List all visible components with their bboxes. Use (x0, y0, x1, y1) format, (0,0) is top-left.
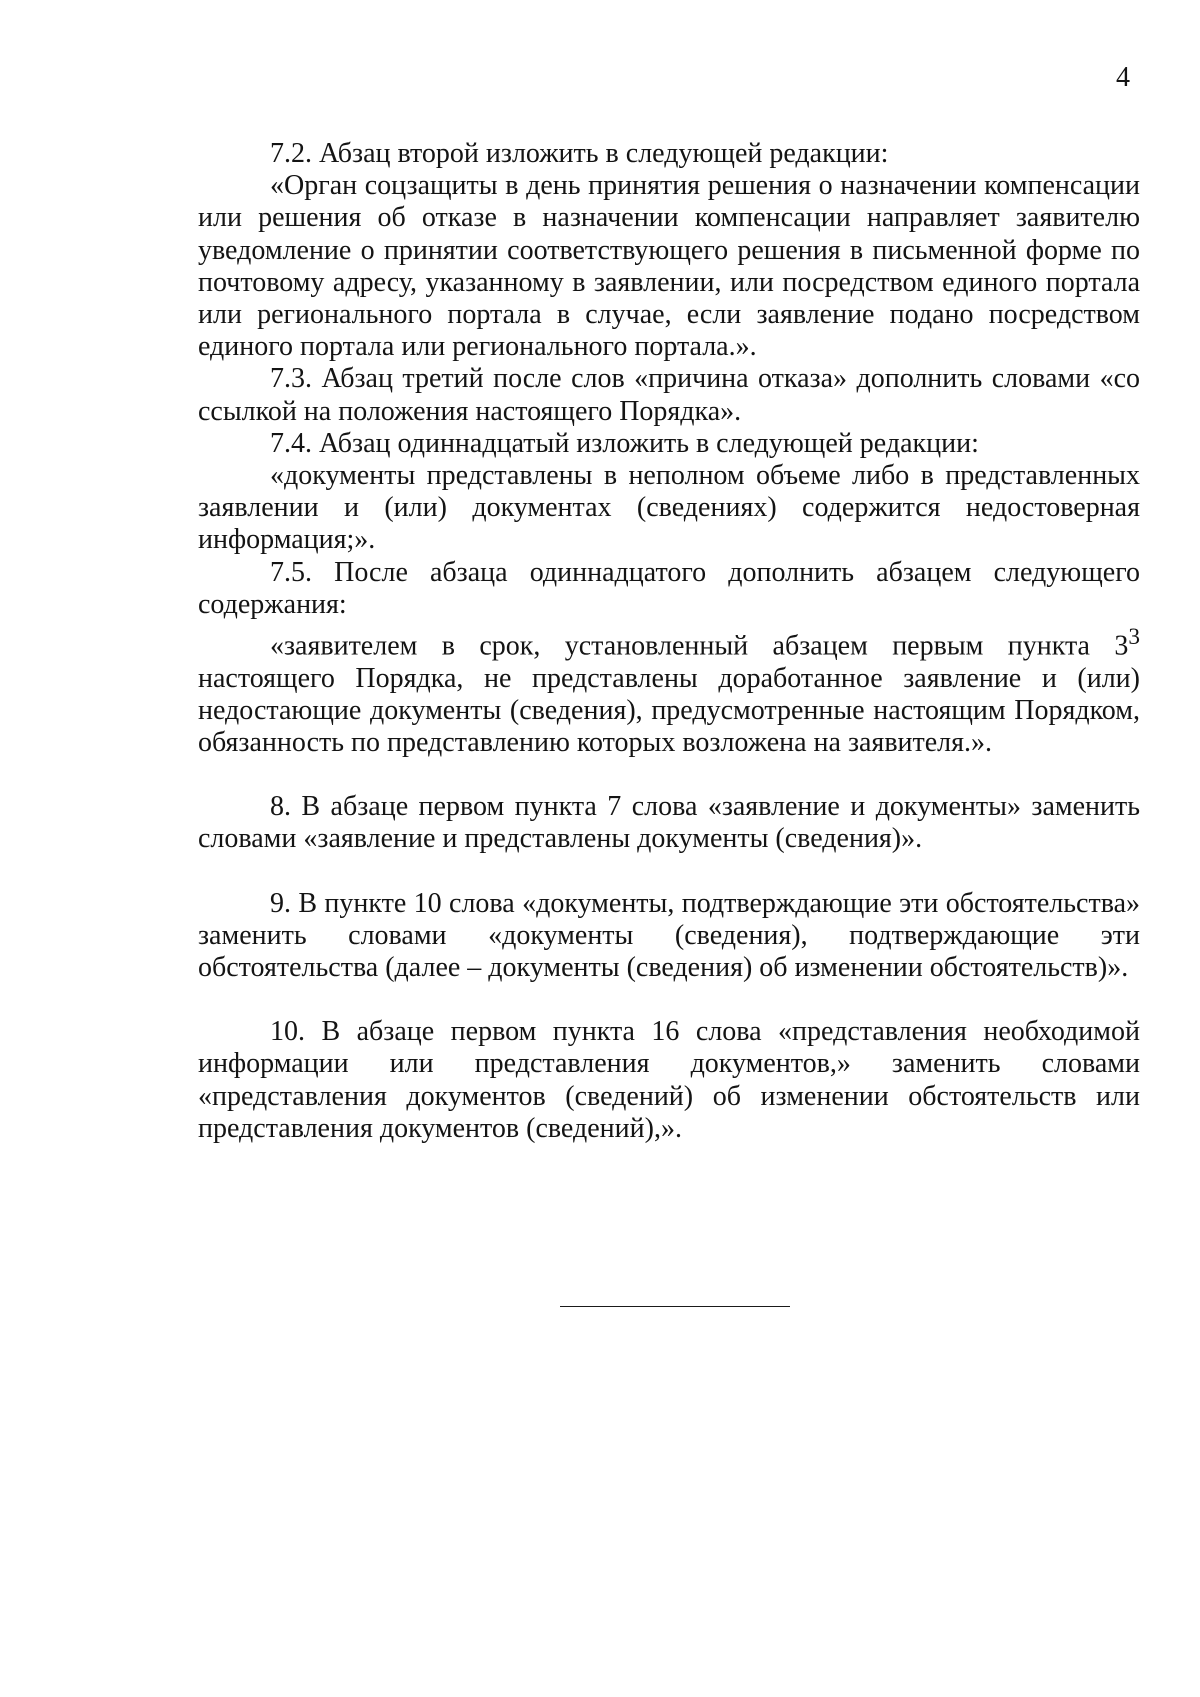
closing-rule (560, 1306, 790, 1307)
paragraph-7-2-quote: «Орган соцзащиты в день принятия решения о назначении компенсации или решения об отказе в назначении компенсации направляет заявителю уведомление о принятии соответствующего решения в письменной форме по почтовому адресу, указанному в заявлении, или посредством единого портала или регионального портала в случае, если заявление подано посредством единого портала или регионального портала.». (198, 170, 1140, 363)
paragraph-8: 8. В абзаце первом пункта 7 слова «заявление и документы» заменить словами «заявление и представлены документы (сведения)». (198, 791, 1140, 855)
paragraph-7-4: 7.4. Абзац одиннадцатый изложить в следующей редакции: (270, 427, 979, 459)
paragraph-7-5-quote (198, 621, 1140, 759)
quote-text-end: настоящего Порядка, не представлены доработанное заявление и (или) недостающие документы (сведения), предусмотренные настоящим Порядком, обязанность по представлению которых возложена на заявителя.». (198, 662, 1140, 758)
page-number: 4 (1116, 62, 1130, 93)
paragraph-10: 10. В абзаце первом пункта 16 слова «представления необходимой информации или представления документов,» заменить словами «представления документов (сведений) об изменении обстоятельств или представления документов (сведений),». (198, 1016, 1140, 1144)
paragraph-9: 9. В пункте 10 слова «документы, подтверждающие эти обстоятельства» заменить словами «документы (сведения), подтверждающие эти обстоятельства (далее – документы (сведения) об изменении обстоятельств)». (198, 887, 1140, 983)
document-body (198, 138, 1140, 1145)
paragraph-7-5: 7.5. После абзаца одиннадцатого дополнить абзацем следующего содержания: (198, 556, 1140, 620)
quote-text-start: «заявителем в срок, установленный абзацем первым пункта 3 (270, 630, 1129, 662)
paragraph-7-3: 7.3. Абзац третий после слов «причина отказа» дополнить словами «со ссылкой на положения настоящего Порядка». (198, 363, 1140, 427)
superscript-index: 3 (1128, 624, 1140, 651)
paragraph-7-2: 7.2. Абзац второй изложить в следующей редакции: (270, 138, 889, 169)
paragraph-7-4-quote: «документы представлены в неполном объеме либо в представленных заявлении и (или) документах (сведениях) содержится недостоверная информация;». (198, 460, 1140, 556)
